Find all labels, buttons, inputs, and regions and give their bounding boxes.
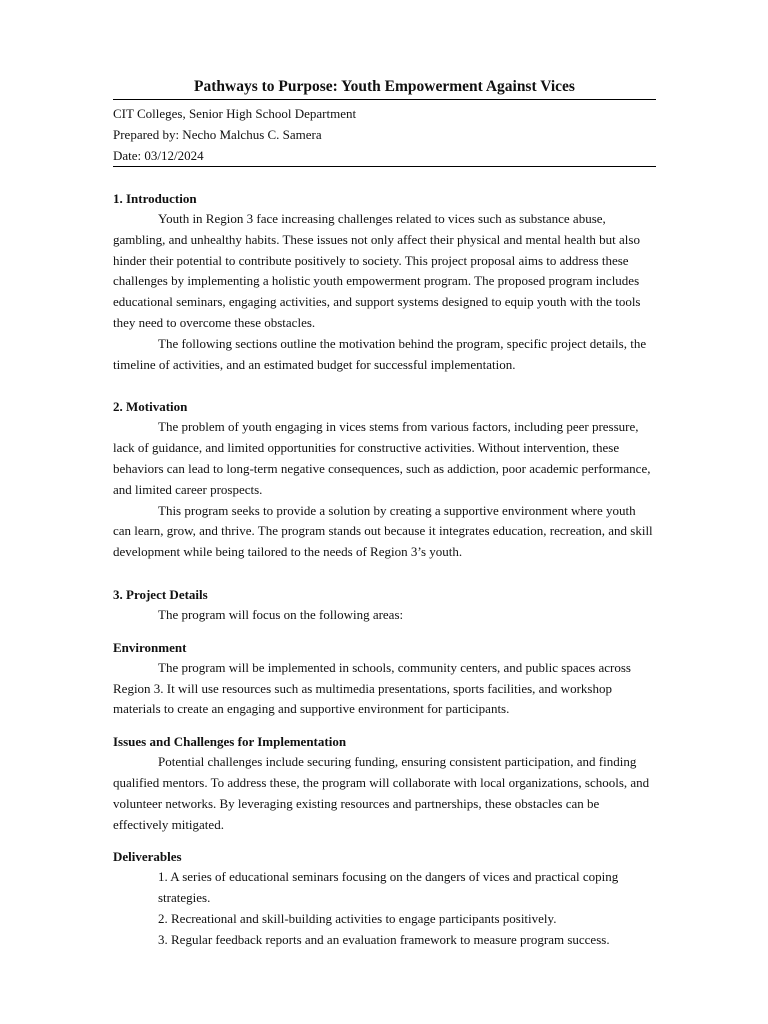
subsection-deliverables [113, 846, 656, 950]
deliverables-list [113, 867, 656, 950]
section-heading: 3. Project Details [113, 586, 208, 602]
subsection-issues [113, 731, 656, 835]
list-item: 1. A series of educational seminars focusing on the dangers of vices and practical coping strategies. [158, 869, 619, 906]
section-heading: 2. Motivation [113, 399, 188, 415]
section-introduction [113, 188, 656, 375]
paragraph: This program seeks to provide a solution by creating a supportive environment where youth can learn, grow, and thrive. The program stands out because it integrates education, recreation, and skill development while being tailored to the needs of Region 3’s youth. [113, 502, 653, 560]
paragraph: Youth in Region 3 face increasing challenges related to vices such as substance abuse, gambling, and unhealthy habits. These issues not only affect their physical and mental health but also hinder their potential to contribute positively to society. This project proposal aims to address these challenges by implementing a holistic youth empowerment program. The proposed program includes educational seminars, engaging activities, and support systems designed to equip youth with the tools they need to overcome these obstacles. [113, 211, 641, 330]
paragraph: The problem of youth engaging in vices stems from various factors, including peer pressure, lack of guidance, and limited opportunities for constructive activities. Without intervention, these behaviors can lead to long-term negative consequences, such as addiction, poor academic performance, and limited career prospects. [113, 419, 651, 497]
list-item: 3. Regular feedback reports and an evaluation framework to measure program success. [158, 931, 610, 947]
paragraph: Potential challenges include securing funding, ensuring consistent participation, and finding qualified mentors. To address these, the program will collaborate with local organizations, schools, and volunteer networks. By leveraging existing resources and partnerships, these obstacles can be effectively mitigated. [113, 754, 650, 832]
paragraph: The following sections outline the motivation behind the program, specific project details, the timeline of activities, and an estimated budget for successful implementation. [113, 335, 647, 372]
subsection-heading: Issues and Challenges for Implementation [113, 734, 347, 750]
document-content [113, 76, 656, 951]
section-heading: 1. Introduction [113, 191, 197, 206]
document-title: Pathways to Purpose: Youth Empowerment Against Vices [113, 76, 656, 100]
list-item: 2. Recreational and skill-building activities to engage participants positively. [158, 910, 557, 926]
prepared-by-line: Prepared by: Necho Malchus C. Samera [113, 127, 322, 142]
date-line: Date: 03/12/2024 [113, 148, 204, 163]
document-meta [113, 103, 656, 167]
paragraph: The program will be implemented in schools, community centers, and public spaces across Region 3. It will use resources such as multimedia presentations, sports facilities, and workshop materials to create an engaging and supportive environment for participants. [113, 659, 631, 717]
section-project-details [113, 584, 656, 951]
institution-line: CIT Colleges, Senior High School Department [113, 106, 357, 121]
subsection-environment [113, 637, 656, 720]
section-motivation [113, 396, 656, 563]
subsection-heading: Deliverables [113, 849, 182, 865]
subsection-heading: Environment [113, 639, 187, 655]
paragraph: The program will focus on the following areas: [158, 606, 404, 622]
